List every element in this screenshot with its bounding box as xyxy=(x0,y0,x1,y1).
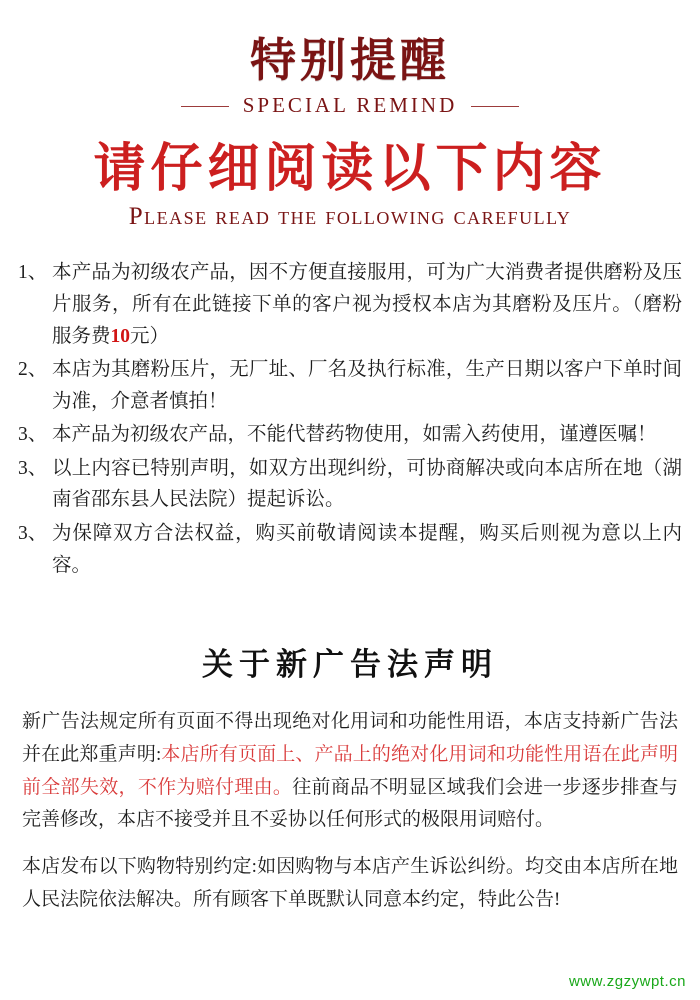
list-item-number: 3、 xyxy=(18,523,48,545)
terms-list xyxy=(18,257,682,581)
paragraph-part-two: 往前商品不明显区域我们会进一步逐步排查与完善修改，本店不接受并且不妥协以任何形式的极限用词赔付。 xyxy=(22,776,678,831)
list-item-text-before: 本产品为初级农产品，因不方便直接服用，可为广大消费者提供磨粉及压片服务，所有在此链接下单的客户视为授权本店为其磨粉及压片。（磨粉服务费 xyxy=(52,262,682,347)
paragraph-shopping-agreement: 本店发布以下购物特别约定:如因购物与本店产生诉讼纠纷。均交由本店所在地人民法院依法解决。所有顾客下单既默认同意本约定，特此公告! xyxy=(22,855,678,910)
list-item-number: 3、 xyxy=(18,424,48,446)
paragraph-highlight: 本店所有页面上、产品上的绝对化用词和功能性用语在此声明前全部失效，不作为赔付理由。 xyxy=(22,743,678,798)
list-item-text: 本产品为初级农产品，不能代替药物使用，如需入药使用，谨遵医嘱！ xyxy=(52,424,657,446)
list-item xyxy=(18,419,682,451)
list-item-text: 为保障双方合法权益，购买前敬请阅读本提醒，购买后则视为意以上内容。 xyxy=(52,523,682,576)
section-body-advertising-law xyxy=(22,706,678,916)
list-item xyxy=(18,354,682,417)
list-item-number: 2、 xyxy=(18,359,48,381)
list-item-number: 3、 xyxy=(18,457,48,479)
list-item xyxy=(18,453,682,516)
page-title-en: SPECIAL REMIND xyxy=(242,92,458,117)
list-item xyxy=(18,518,682,581)
paragraph-part-one: 新广告法规定所有页面不得出现绝对化用词和功能性用语，本店支持新广告法并在此郑重声明: xyxy=(22,711,678,765)
page-title-cn: 特别提醒 xyxy=(250,35,450,86)
list-item-text xyxy=(52,257,682,352)
list-item-number: 1、 xyxy=(18,262,48,284)
header-block xyxy=(0,0,700,231)
list-item-text-after: 元） xyxy=(130,325,170,347)
section-title-advertising-law: 关于新广告法声明 xyxy=(202,647,498,683)
watermark-url: www.zgzywpt.cn xyxy=(568,973,686,990)
paragraph-advertising-law xyxy=(22,706,678,837)
list-item-text: 本店为其磨粉压片，无厂址、厂名及执行标准，生产日期以客户下单时间为准，介意者慎拍！ xyxy=(52,359,682,412)
page-subtitle-en: Please read the following carefully xyxy=(128,203,572,231)
list-item xyxy=(18,257,682,352)
list-item-text: 以上内容已特别声明，如双方出现纠纷，可协商解决或向本店所在地（湖南省邵东县人民法院）提起诉讼。 xyxy=(52,457,682,511)
fee-amount: 10 xyxy=(110,325,131,347)
page-subtitle-cn: 请仔细阅读以下内容 xyxy=(93,140,607,198)
